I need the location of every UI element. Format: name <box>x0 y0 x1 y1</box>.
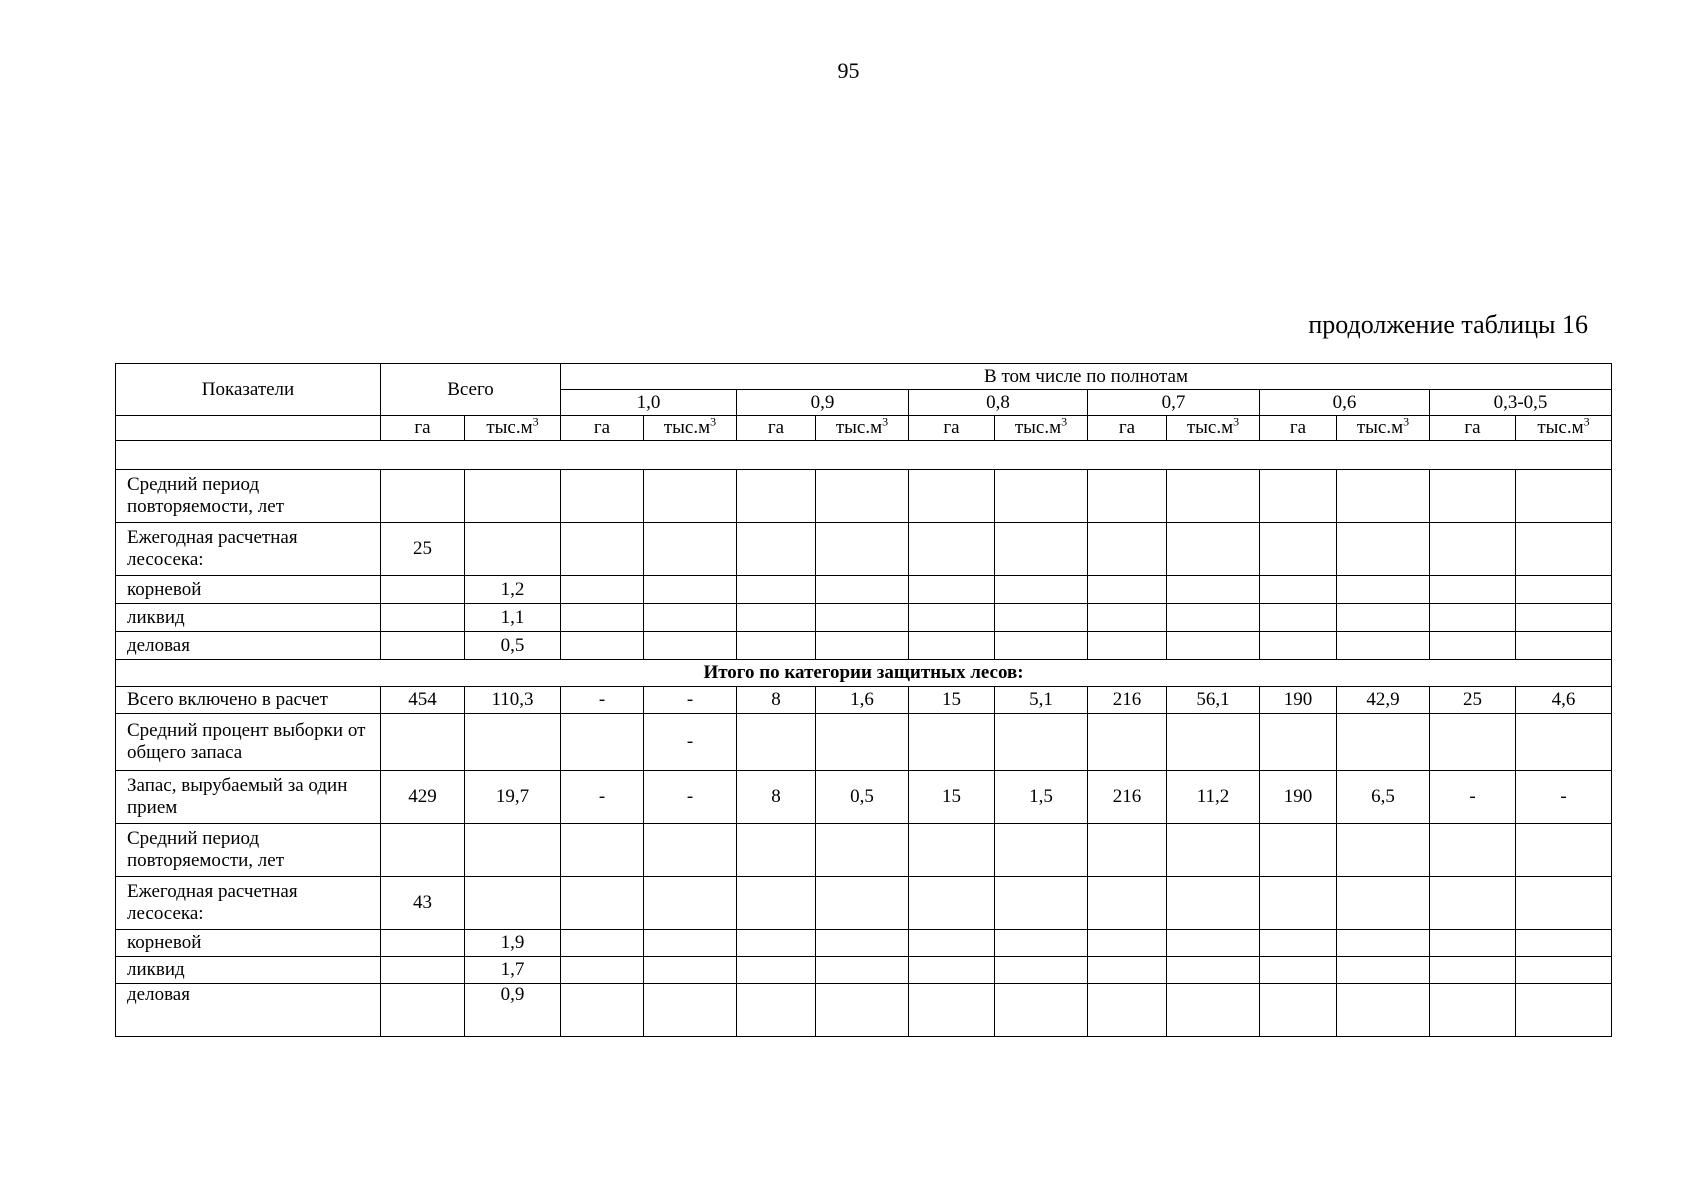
header-unit-volume <box>644 416 737 441</box>
table-cell: 454 <box>381 687 465 714</box>
table-cell <box>381 930 465 957</box>
row-label: корневой <box>116 576 381 604</box>
spacer-row <box>116 441 1612 470</box>
table-cell: 110,3 <box>465 687 561 714</box>
table-cell: 56,1 <box>1167 687 1260 714</box>
table-cell <box>1088 632 1167 660</box>
table-cell: 1,1 <box>465 604 561 632</box>
table-cell <box>1260 877 1337 930</box>
table-cell <box>644 604 737 632</box>
header-unit-volume <box>1167 416 1260 441</box>
table-cell <box>1516 523 1612 576</box>
table-cell <box>1167 714 1260 771</box>
table-cell <box>1260 604 1337 632</box>
table-cell: 1,6 <box>816 687 909 714</box>
page-number: 95 <box>837 58 860 83</box>
unit-volume-text: тыс.м <box>1186 417 1234 438</box>
header-row-units <box>116 416 1612 441</box>
table-cell <box>737 632 816 660</box>
table-cell <box>1088 714 1167 771</box>
table-cell: 15 <box>909 771 995 824</box>
unit-volume-exponent: 3 <box>882 415 889 429</box>
table-cell <box>1260 632 1337 660</box>
row-label: деловая <box>116 632 381 660</box>
header-unit-ha: га <box>909 416 995 441</box>
row-label: Запас, вырубаемый за один прием <box>116 771 381 824</box>
table-cell <box>1430 984 1516 1037</box>
section-title: Итого по категории защитных лесов: <box>116 660 1612 687</box>
table-cell <box>1088 470 1167 523</box>
table-cell <box>644 576 737 604</box>
table-cell <box>1337 604 1430 632</box>
table-cell <box>561 824 644 877</box>
row-label: Всего включено в расчет <box>116 687 381 714</box>
table-cell <box>737 957 816 984</box>
table-cell <box>381 957 465 984</box>
table-cell <box>561 877 644 930</box>
data-table <box>115 363 1612 1037</box>
table-cell <box>465 523 561 576</box>
table-cell <box>816 576 909 604</box>
table-cell: - <box>1430 771 1516 824</box>
header-total: Всего <box>381 364 561 416</box>
table-cell <box>909 632 995 660</box>
header-group: В том числе по полнотам <box>561 364 1612 390</box>
table-cell <box>1088 957 1167 984</box>
table-cell <box>1430 604 1516 632</box>
table-cell <box>909 877 995 930</box>
header-unit-ha: га <box>1260 416 1337 441</box>
table-cell <box>1167 523 1260 576</box>
table-cell <box>1516 930 1612 957</box>
table-cell <box>644 984 737 1037</box>
table-cell: - <box>1516 771 1612 824</box>
table-cell <box>1260 470 1337 523</box>
header-empty-cell <box>116 416 381 441</box>
table-cell <box>465 470 561 523</box>
table-cell <box>465 877 561 930</box>
header-indicators: Показатели <box>116 364 381 416</box>
table-cell: 19,7 <box>465 771 561 824</box>
table-cell <box>909 714 995 771</box>
table-cell <box>816 930 909 957</box>
row-label: Средний процент выборки от общего запаса <box>116 714 381 771</box>
table-row <box>116 930 1612 957</box>
table-cell <box>561 604 644 632</box>
table-cell <box>995 523 1088 576</box>
table-cell <box>1337 470 1430 523</box>
table-cell <box>909 824 995 877</box>
table-cell <box>1337 714 1430 771</box>
table-cell <box>381 470 465 523</box>
header-unit-ha: га <box>381 416 465 441</box>
header-unit-ha: га <box>737 416 816 441</box>
table-cell <box>816 824 909 877</box>
table-cell <box>1516 576 1612 604</box>
table-cell: 6,5 <box>1337 771 1430 824</box>
table-cell <box>644 523 737 576</box>
unit-volume-text: тыс.м <box>1356 417 1404 438</box>
header-unit-volume <box>816 416 909 441</box>
header-unit-ha: га <box>1430 416 1516 441</box>
table-cell <box>1167 824 1260 877</box>
table-cell: - <box>644 714 737 771</box>
table-cell <box>644 824 737 877</box>
table-cell <box>1167 632 1260 660</box>
table-cell <box>1337 824 1430 877</box>
table-row <box>116 687 1612 714</box>
table-cell <box>644 632 737 660</box>
table-cell <box>644 957 737 984</box>
table-cell <box>561 523 644 576</box>
table-row <box>116 824 1612 877</box>
table-cell <box>1516 470 1612 523</box>
table-cell <box>561 957 644 984</box>
table-cell: 5,1 <box>995 687 1088 714</box>
table-cell <box>909 930 995 957</box>
table-cell <box>995 957 1088 984</box>
table-cell <box>1260 984 1337 1037</box>
table-cell <box>1430 930 1516 957</box>
table-cell <box>381 984 465 1037</box>
table-cell <box>381 604 465 632</box>
table-cell <box>737 714 816 771</box>
table-cell: 216 <box>1088 771 1167 824</box>
unit-volume-exponent: 3 <box>1233 415 1240 429</box>
table-cell <box>1430 824 1516 877</box>
table-row <box>116 604 1612 632</box>
table-cell <box>561 930 644 957</box>
section-row <box>116 660 1612 687</box>
table-cell <box>1088 824 1167 877</box>
table-cell <box>737 824 816 877</box>
header-unit-ha: га <box>1088 416 1167 441</box>
table-cell: - <box>644 771 737 824</box>
unit-volume-text: тыс.м <box>663 417 711 438</box>
header-unit-ha: га <box>561 416 644 441</box>
table-cell <box>995 604 1088 632</box>
table-cell <box>1430 470 1516 523</box>
table-cell: - <box>561 687 644 714</box>
table-cell <box>1516 824 1612 877</box>
table-cell: 1,9 <box>465 930 561 957</box>
unit-volume-text: тыс.м <box>486 417 533 438</box>
header-unit-volume <box>465 416 561 441</box>
table-cell: 1,7 <box>465 957 561 984</box>
table-caption: продолжение таблицы 16 <box>1308 310 1588 339</box>
table-cell <box>561 984 644 1037</box>
table-cell <box>1337 984 1430 1037</box>
table-row <box>116 576 1612 604</box>
table-cell <box>1516 604 1612 632</box>
table-row <box>116 877 1612 930</box>
table-cell <box>381 632 465 660</box>
table-cell: 0,5 <box>465 632 561 660</box>
table-cell: 1,2 <box>465 576 561 604</box>
table-cell: 190 <box>1260 771 1337 824</box>
table-row <box>116 984 1612 1037</box>
table-cell <box>1516 957 1612 984</box>
table-cell <box>737 877 816 930</box>
table-cell <box>1260 576 1337 604</box>
table-cell <box>995 984 1088 1037</box>
table-cell <box>995 714 1088 771</box>
table-cell <box>561 576 644 604</box>
table-row <box>116 771 1612 824</box>
table-cell <box>909 984 995 1037</box>
table-cell <box>561 470 644 523</box>
table-cell <box>1516 984 1612 1037</box>
table-cell <box>737 470 816 523</box>
header-density: 0,9 <box>737 390 909 416</box>
table-cell <box>1167 877 1260 930</box>
table-row <box>116 632 1612 660</box>
table-cell <box>995 877 1088 930</box>
row-label: Средний период повторяемости, лет <box>116 824 381 877</box>
table-cell <box>1430 523 1516 576</box>
table-cell: 216 <box>1088 687 1167 714</box>
row-label: корневой <box>116 930 381 957</box>
table-cell <box>1430 632 1516 660</box>
table-cell: 429 <box>381 771 465 824</box>
table-cell <box>1167 957 1260 984</box>
header-density: 0,6 <box>1260 390 1430 416</box>
table-row <box>116 523 1612 576</box>
table-cell <box>1337 632 1430 660</box>
table-cell <box>1088 604 1167 632</box>
table-cell: 8 <box>737 687 816 714</box>
table-cell: 15 <box>909 687 995 714</box>
table-cell <box>737 604 816 632</box>
table-cell <box>995 930 1088 957</box>
table-cell <box>1167 470 1260 523</box>
table-cell <box>737 523 816 576</box>
table-cell <box>909 470 995 523</box>
table-cell: - <box>561 771 644 824</box>
table-row <box>116 714 1612 771</box>
row-label: Средний период повторяемости, лет <box>116 470 381 523</box>
table-cell <box>816 984 909 1037</box>
table-cell <box>1430 714 1516 771</box>
table-cell <box>561 714 644 771</box>
row-label: Ежегодная расчетная лесосека: <box>116 523 381 576</box>
header-density: 1,0 <box>561 390 737 416</box>
table-cell <box>1260 824 1337 877</box>
header-row-1 <box>116 364 1612 390</box>
table-cell <box>1516 877 1612 930</box>
table-cell <box>816 604 909 632</box>
table-cell <box>1088 984 1167 1037</box>
table-cell <box>1260 930 1337 957</box>
table-cell: - <box>644 687 737 714</box>
header-unit-volume <box>1337 416 1430 441</box>
table-cell: 1,5 <box>995 771 1088 824</box>
table-cell: 25 <box>381 523 465 576</box>
table-cell: 190 <box>1260 687 1337 714</box>
table-cell <box>1260 523 1337 576</box>
table-cell: 11,2 <box>1167 771 1260 824</box>
unit-volume-exponent: 3 <box>1061 415 1068 429</box>
table-cell <box>644 877 737 930</box>
table-cell <box>816 877 909 930</box>
table-cell <box>909 957 995 984</box>
table-cell <box>381 714 465 771</box>
row-label: Ежегодная расчетная лесосека: <box>116 877 381 930</box>
table-cell <box>1167 576 1260 604</box>
header-density: 0,8 <box>909 390 1088 416</box>
table-cell <box>909 576 995 604</box>
row-label: деловая <box>116 984 381 1037</box>
table-cell <box>1337 523 1430 576</box>
table-cell <box>1167 984 1260 1037</box>
table-cell: 0,5 <box>816 771 909 824</box>
table-cell <box>995 470 1088 523</box>
table-cell <box>1430 576 1516 604</box>
table-cell <box>1337 877 1430 930</box>
header-density: 0,7 <box>1088 390 1260 416</box>
row-label: ликвид <box>116 604 381 632</box>
table-cell <box>1167 930 1260 957</box>
unit-volume-text: тыс.м <box>835 417 883 438</box>
table-row <box>116 470 1612 523</box>
table-cell <box>737 984 816 1037</box>
table-cell <box>816 523 909 576</box>
table-cell <box>1337 930 1430 957</box>
table-cell <box>1516 632 1612 660</box>
table-cell <box>1260 957 1337 984</box>
table-cell <box>1430 877 1516 930</box>
table-cell <box>465 714 561 771</box>
unit-volume-exponent: 3 <box>710 415 717 429</box>
table-cell <box>644 930 737 957</box>
table-cell: 8 <box>737 771 816 824</box>
header-unit-volume <box>1516 416 1612 441</box>
row-label: ликвид <box>116 957 381 984</box>
table-cell: 4,6 <box>1516 687 1612 714</box>
table-cell <box>816 632 909 660</box>
table-cell <box>1337 957 1430 984</box>
table-cell <box>1516 714 1612 771</box>
table-cell <box>737 930 816 957</box>
table-cell: 42,9 <box>1337 687 1430 714</box>
table-cell <box>816 470 909 523</box>
unit-volume-exponent: 3 <box>1583 415 1590 429</box>
table-cell <box>816 957 909 984</box>
unit-volume-text: тыс.м <box>1014 417 1062 438</box>
table-row <box>116 957 1612 984</box>
table-cell <box>381 824 465 877</box>
table-cell <box>1088 523 1167 576</box>
unit-volume-exponent: 3 <box>1403 415 1410 429</box>
table-cell <box>381 576 465 604</box>
table-cell <box>909 604 995 632</box>
header-density: 0,3-0,5 <box>1430 390 1612 416</box>
table-cell <box>816 714 909 771</box>
table-cell <box>1430 957 1516 984</box>
table-cell <box>644 470 737 523</box>
table-cell: 43 <box>381 877 465 930</box>
table-cell <box>1337 576 1430 604</box>
table-cell <box>995 576 1088 604</box>
table-cell <box>1260 714 1337 771</box>
table-cell <box>909 523 995 576</box>
table-cell <box>1088 877 1167 930</box>
table-cell <box>737 576 816 604</box>
table-cell: 25 <box>1430 687 1516 714</box>
table-cell <box>995 824 1088 877</box>
table-cell <box>465 824 561 877</box>
table-cell <box>1167 604 1260 632</box>
header-unit-volume <box>995 416 1088 441</box>
table-cell <box>995 632 1088 660</box>
table-cell <box>1088 576 1167 604</box>
table-cell <box>1088 930 1167 957</box>
table-cell: 0,9 <box>465 984 561 1037</box>
spacer-cell <box>116 441 1612 470</box>
unit-volume-text: тыс.м <box>1537 417 1584 438</box>
table-cell <box>561 632 644 660</box>
unit-volume-exponent: 3 <box>532 415 539 429</box>
